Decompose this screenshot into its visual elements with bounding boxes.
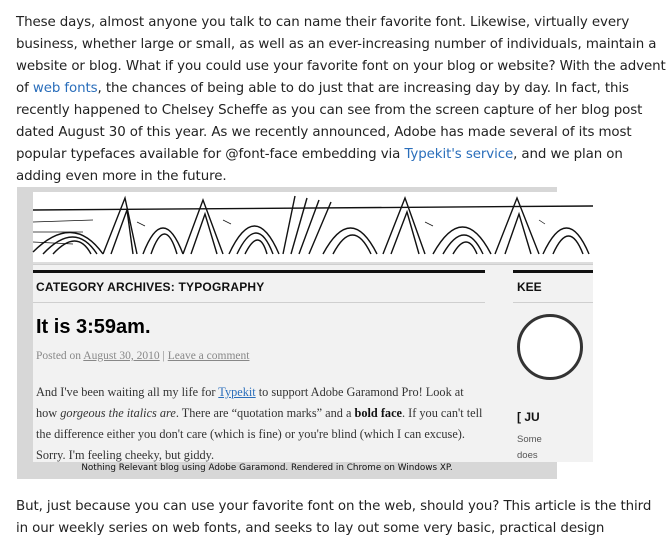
post-meta-separator: | [159, 350, 168, 362]
category-title: CATEGORY ARCHIVES: TYPOGRAPHY [36, 280, 265, 294]
post-text: . If you can't tell [402, 406, 483, 420]
divider [513, 302, 593, 303]
sidebar-badge-icon[interactable] [517, 314, 583, 380]
post-title[interactable]: It is 3:59am. [36, 316, 151, 338]
sidebar-heading: [ JU [517, 410, 540, 424]
divider [33, 270, 485, 273]
intro-line: business, whether large or small, as well as an ever-increasing number of individuals, maintain a [16, 37, 657, 52]
post-body-line [36, 382, 484, 403]
sidebar-text-line: Some [517, 434, 542, 445]
typekit-link[interactable]: Typekit [218, 385, 256, 399]
leave-comment-link[interactable]: Leave a comment [167, 350, 250, 362]
post-body-line: Sorry. I'm feeling cheeky, but giddy. [36, 448, 215, 462]
intro-text: , and we plan on [513, 147, 623, 162]
post-body [36, 382, 484, 466]
header-illustration-art [33, 192, 593, 264]
divider [33, 302, 485, 303]
web-fonts-link[interactable]: web fonts [32, 81, 98, 96]
intro-line: adding even more in the future. [16, 169, 227, 184]
post-meta [36, 350, 249, 362]
intro-text: popular typefaces available for @font-face embedding via [16, 147, 405, 162]
intro-paragraph [16, 12, 666, 188]
post-text: And I've been waiting all my life for [36, 385, 219, 399]
intro-line: dated August 30 of this year. As we recently announced, Adobe has made several of its most [16, 125, 632, 140]
bold-text: bold face [354, 406, 402, 420]
typekit-service-link[interactable]: Typekit's service [404, 147, 514, 162]
divider [513, 270, 593, 273]
intro-line [16, 144, 623, 166]
intro-text: , the chances of being able to do just that are increasing day by day. In fact, this [97, 81, 629, 96]
post-body-line [36, 403, 484, 424]
outro-line: But, just because you can use your favorite font on the web, should you? This article is the third [16, 499, 652, 514]
sidebar-text-line: does [517, 450, 538, 461]
sidebar-heading: KEE [517, 280, 542, 294]
figure-caption: Nothing Relevant blog using Adobe Garamond. Rendered in Chrome on Windows XP. [81, 463, 453, 473]
sidebar-text [517, 432, 542, 464]
outro-line: in our weekly series on web fonts, and seeks to lay out some very basic, practical design [16, 521, 605, 536]
intro-line [16, 78, 629, 100]
post-text: . There are “quotation marks” and a [175, 406, 355, 420]
italic-text: gorgeous the italics are [60, 406, 176, 420]
header-illustration [33, 192, 593, 265]
post-body-line: the difference either you don't care (which is fine) or you're blind (which I can excuse). [36, 427, 465, 441]
blog-screenshot-figure [17, 187, 557, 479]
intro-line: website or blog. What if you could use your favorite font on your blog or website? With the advent [16, 59, 666, 74]
intro-line: recently happened to Chelsey Scheffe as you can see from the screen capture of her blog post [16, 103, 643, 118]
post-text: how [36, 406, 61, 420]
outro-paragraph [16, 496, 652, 540]
post-text: to support Adobe Garamond Pro! Look at [255, 385, 464, 399]
blog-sidebar [513, 270, 593, 462]
post-date-link[interactable]: August 30, 2010 [83, 350, 160, 362]
intro-line: These days, almost anyone you talk to can name their favorite font. Likewise, virtually every [16, 15, 630, 30]
post-meta-prefix: Posted on [36, 350, 84, 362]
intro-text: of [16, 81, 33, 96]
blog-main-column [33, 270, 485, 462]
blog-screenshot [33, 192, 593, 462]
